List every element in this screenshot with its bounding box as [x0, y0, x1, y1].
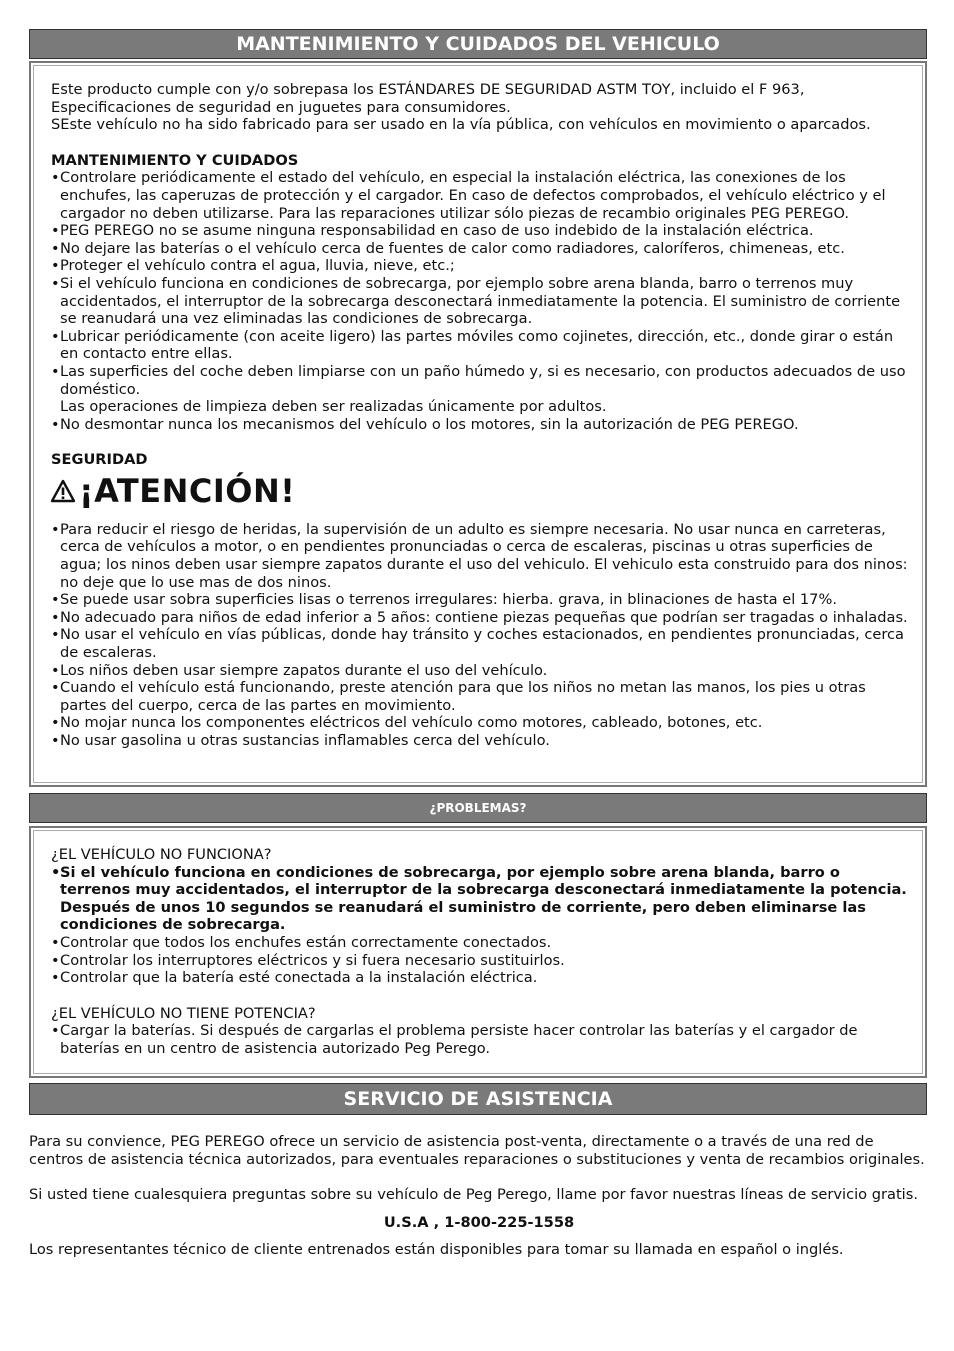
list-item: • No desmontar nunca los mecanismos del vehículo o los motores, sin la autorización de PEG PEREGO. — [51, 416, 911, 434]
list-item: • Cargar la baterías. Si después de cargarlas el problema persiste hacer controlar las baterías y el cargador de baterías en un centro de asistencia autorizado Peg Perego. — [51, 1022, 911, 1057]
problems-content — [51, 846, 911, 1058]
maintenance-box — [29, 61, 927, 787]
list-item — [51, 363, 911, 416]
list-item: • No usar gasolina u otras sustancias inflamables cerca del vehículo. — [51, 732, 911, 750]
service-paragraph: Para su convience, PEG PEREGO ofrece un servicio de asistencia post-venta, directamente o a través de una red de centros de asistencia técnica autorizados, para eventuales reparaciones o substituciones y venta de recambios originales. — [29, 1133, 925, 1168]
intro-paragraph: SEste vehículo no ha sido fabricado para ser usado en la vía pública, con vehículos en movimiento o aparcados. — [51, 116, 871, 134]
safety-heading: SEGURIDAD — [51, 451, 148, 469]
list-item: • Si el vehículo funciona en condiciones de sobrecarga, por ejemplo sobre arena blanda, barro o terrenos muy accidentados, el interruptor de la sobrecarga desconectará inmediatamente la potencia. Después de unos 10 segundos se reanudará el suministro de corriente, pero deben eliminarse las condiciones de sobrecarga. — [51, 864, 911, 934]
section-header-maintenance — [29, 29, 927, 59]
safety-list — [51, 521, 911, 750]
question-heading: ¿EL VEHÍCULO NO FUNCIONA? — [51, 846, 272, 863]
list-item: • Controlar que todos los enchufes están correctamente conectados. — [51, 934, 911, 952]
list-item: • Controlar que la batería esté conectada a la instalación eléctrica. — [51, 969, 911, 987]
section-header-service — [29, 1083, 927, 1115]
list-item: • Se puede usar sobra superficies lisas o terrenos irregulares: hierba. grava, in blinaciones de hasta el 17%. — [51, 591, 911, 609]
cleaning-note: Las operaciones de limpieza deben ser realizadas únicamente por adultos. — [60, 398, 607, 416]
maintenance-heading: MANTENIMIENTO Y CUIDADOS — [51, 151, 299, 169]
maintenance-content — [51, 81, 911, 750]
list-item: • Lubricar periódicamente (con aceite ligero) las partes móviles como cojinetes, dirección, etc., donde girar o están en contacto entre ellas. — [51, 328, 911, 363]
warning-triangle-icon — [51, 479, 75, 503]
intro-paragraph: Este producto cumple con y/o sobrepasa los ESTÁNDARES DE SEGURIDAD ASTM TOY, incluido el F 963, Especificaciones de seguridad en juguetes para consumidores. — [51, 81, 805, 116]
list-item: • Los niños deben usar siempre zapatos durante el uso del vehículo. — [51, 662, 911, 680]
section-title: ¿PROBLEMAS? — [429, 801, 527, 815]
q1-list — [51, 934, 911, 987]
section-header-problems — [29, 793, 927, 823]
list-item: • No adecuado para niños de edad inferior a 5 años: contiene piezas pequeñas que podrían ser tragadas o inhaladas. — [51, 609, 911, 627]
q2-list — [51, 1022, 911, 1057]
list-item: • Proteger el vehículo contra el agua, lluvia, nieve, etc.; — [51, 257, 911, 275]
problems-box — [29, 826, 927, 1078]
section-title: SERVICIO DE ASISTENCIA — [343, 1088, 613, 1110]
list-item: • Cuando el vehículo está funcionando, preste atención para que los niños no metan las manos, los pies u otras partes del cuerpo, cerca de las partes en movimiento. — [51, 679, 911, 714]
list-item: • PEG PEREGO no se asume ninguna responsabilidad en caso de uso indebido de la instalación eléctrica. — [51, 222, 911, 240]
attention-banner — [51, 471, 911, 511]
list-item: • No usar el vehículo en vías públicas, donde hay tránsito y coches estacionados, en pendientes pronunciadas, cerca de escaleras. — [51, 626, 911, 661]
list-item: • Para reducir el riesgo de heridas, la supervisión de un adulto es siempre necesaria. No usar nunca en carreteras, cerca de vehículos a motor, o en pendientes pronunciadas o cerca de escaleras, piscinas u otras superficies de agua; los ninos deben usar siempre zapatos durante el uso del vehiculo. El vehiculo esta construido para dos ninos: no deje que lo use mas de dos ninos. — [51, 521, 911, 591]
service-paragraph: Si usted tiene cualesquiera preguntas sobre su vehículo de Peg Perego, llame por favor nuestras líneas de servicio gratis. — [29, 1186, 918, 1204]
list-item: • Controlar los interruptores eléctricos y si fuera necesario sustituirlos. — [51, 952, 911, 970]
list-item: • No mojar nunca los componentes eléctricos del vehículo como motores, cableado, botones, etc. — [51, 714, 911, 732]
list-item: • Si el vehículo funciona en condiciones de sobrecarga, por ejemplo sobre arena blanda, barro o terrenos muy accidentados, el interruptor de la sobrecarga desconectará inmediatamente la potencia. El suministro de corriente se reanudará una vez eliminadas las condiciones de sobrecarga. — [51, 275, 911, 328]
phone-number: U.S.A , 1-800-225-1558 — [383, 1213, 575, 1231]
list-item-text: Las superficies del coche deben limpiarse con un paño húmedo y, si es necesario, con productos adecuados de uso doméstico. — [60, 362, 906, 398]
q1-bold-list — [51, 864, 911, 934]
service-content — [29, 1133, 929, 1259]
section-title: MANTENIMIENTO Y CUIDADOS DEL VEHICULO — [236, 33, 720, 55]
question-heading: ¿EL VEHÍCULO NO TIENE POTENCIA? — [51, 1004, 316, 1022]
list-item: • Controlare periódicamente el estado del vehículo, en especial la instalación eléctrica, las conexiones de los enchufes, las caperuzas de protección y el cargador. En caso de defectos comprobados, el vehículo eléctrico y el cargador no deben utilizarse. Para las reparaciones utilizar sólo piezas de recambio originales PEG PEREGO. — [51, 169, 911, 222]
service-paragraph: Los representantes técnico de cliente entrenados están disponibles para tomar su llamada en español o inglés. — [29, 1241, 844, 1259]
maintenance-list — [51, 169, 911, 433]
attention-title: ¡ATENCIÓN! — [79, 471, 296, 510]
list-item: • No dejare las baterías o el vehículo cerca de fuentes de calor como radiadores, caloríferos, chimeneas, etc. — [51, 240, 911, 258]
